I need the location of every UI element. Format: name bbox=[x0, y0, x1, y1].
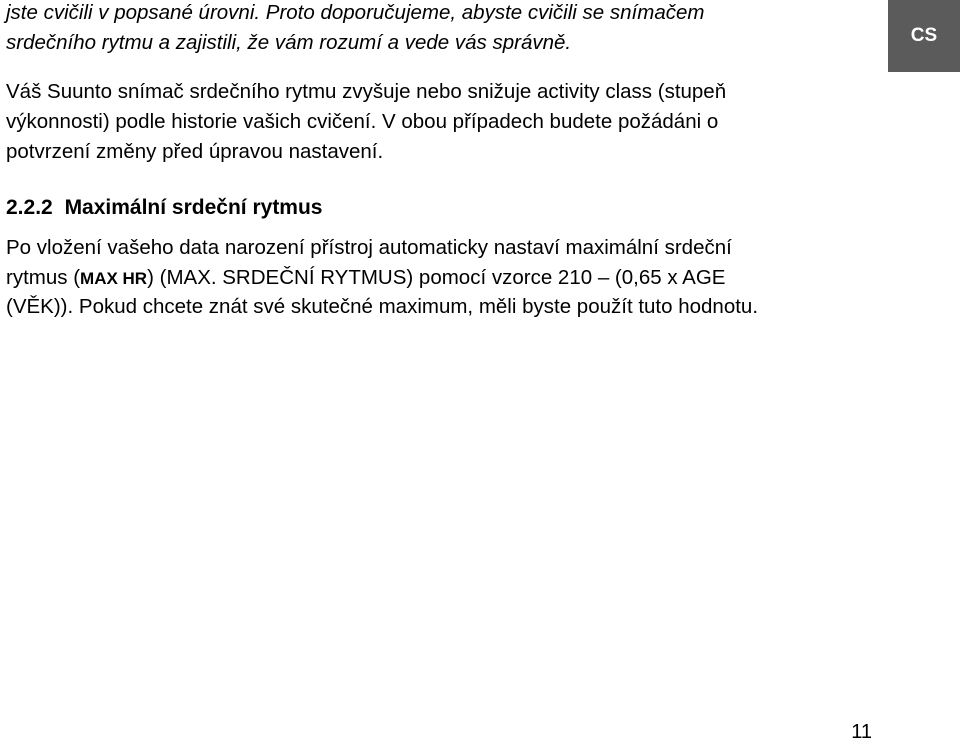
language-tab-label: CS bbox=[910, 25, 938, 46]
intro-line-2: srdečního rytmu a zajistili, že vám rozumí a vede vás správně. bbox=[6, 31, 572, 54]
section-number: 2.2.2 bbox=[6, 196, 53, 219]
paragraph-2-line-3: (VĚK)). Pokud chcete znát své skutečné maximum, měli byste použít tuto hodnotu. bbox=[6, 295, 759, 318]
paragraph-1-line-1: Váš Suunto snímač srdečního rytmu zvyšuje nebo snižuje activity class (stupeň bbox=[6, 80, 727, 103]
intro-line-1: jste cvičili v popsané úrovni. Proto doporučujeme, abyste cvičili se snímačem bbox=[6, 1, 705, 24]
paragraph-1-line-3: potvrzení změny před úpravou nastavení. bbox=[6, 140, 384, 163]
paragraph-2-line-1: Po vložení vašeho data narození přístroj automaticky nastaví maximální srdeční bbox=[6, 236, 732, 259]
paragraph-2-line-2-start: rytmus ( bbox=[6, 266, 81, 289]
section-title: Maximální srdeční rytmus bbox=[64, 196, 323, 219]
paragraph-1-line-2: výkonnosti) podle historie vašich cvičení. V obou případech budete požádáni o bbox=[6, 110, 719, 133]
language-tab bbox=[888, 0, 960, 72]
max-hr-term: MAX HR bbox=[80, 269, 148, 288]
section-heading bbox=[6, 196, 323, 220]
page-number: 11 bbox=[851, 721, 872, 743]
paragraph-2-line-2-end: ) (MAX. SRDEČNÍ RYTMUS) pomocí vzorce 210 – (0,65 x AGE bbox=[147, 266, 726, 289]
paragraph-2-line-2 bbox=[6, 266, 725, 291]
